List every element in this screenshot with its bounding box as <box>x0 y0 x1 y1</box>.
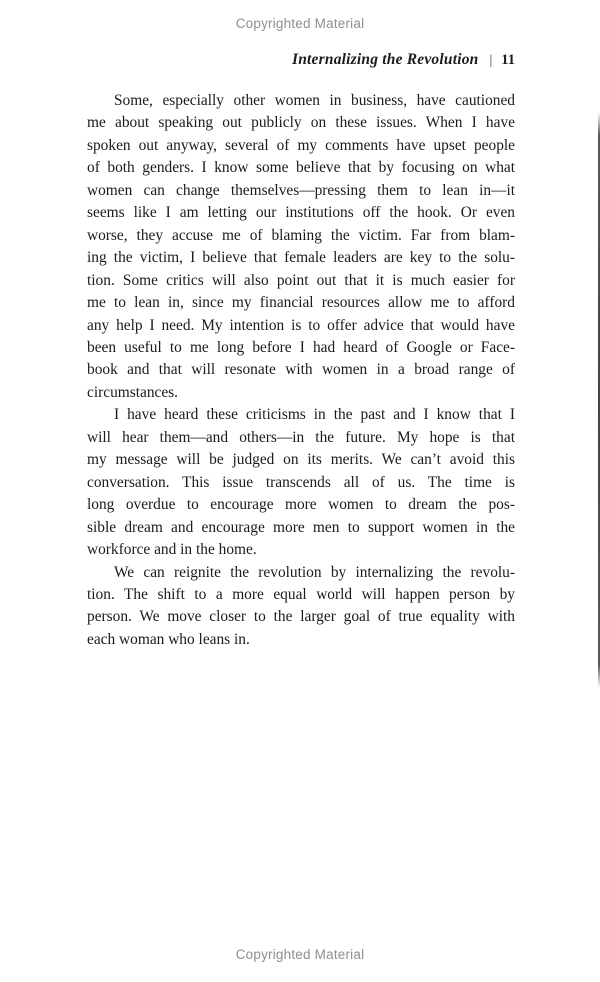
page-number: 11 <box>501 52 515 68</box>
text-line: person. We move closer to the larger goal of true equality with <box>87 608 515 626</box>
text-line: tion. Some critics will also point out that it is much easier for <box>87 271 515 289</box>
text-line: long overdue to encourage more women to dream the pos- <box>87 496 515 514</box>
text-line: workforce and in the home. <box>87 541 257 559</box>
paragraph <box>87 90 515 404</box>
text-line: me to lean in, since my financial resources allow me to afford <box>87 294 515 312</box>
running-header <box>87 51 515 69</box>
copyright-notice-top: Copyrighted Material <box>235 16 365 31</box>
text-line: each woman who leans in. <box>87 630 250 648</box>
text-line: circumstances. <box>87 383 179 401</box>
text-line: spoken out anyway, several of my comments have upset people <box>87 136 515 154</box>
text-line: will hear them—and others—in the future. My hope is that <box>87 428 515 446</box>
text-line: ing the victim, I believe that female leaders are key to the solu- <box>87 249 515 267</box>
text-line: We can reignite the revolution by internalizing the revolu- <box>114 563 515 581</box>
chapter-title: Internalizing the Revolution <box>292 51 479 68</box>
text-line: of both genders. I know some believe that by focusing on what <box>87 159 515 177</box>
paragraph <box>87 404 515 561</box>
copyright-notice-bottom: Copyrighted Material <box>235 947 365 962</box>
text-line: sible dream and encourage more men to support women in the <box>87 518 515 536</box>
text-line: book and that will resonate with women in a broad range of <box>87 361 515 379</box>
text-line: any help I need. My intention is to offer advice that would have <box>87 316 515 334</box>
header-separator: | <box>489 53 493 68</box>
text-line: me about speaking out publicly on these issues. When I have <box>87 114 515 132</box>
text-line: worse, they accuse me of blaming the victim. Far from blam- <box>87 226 515 244</box>
paragraph <box>87 562 515 652</box>
page-body <box>87 90 515 651</box>
text-line: I have heard these criticisms in the past and I know that I <box>114 406 515 424</box>
text-line: my message will be judged on its merits. We can’t avoid this <box>87 451 515 469</box>
text-line: seems like I am letting our institutions off the hook. Or even <box>87 204 515 222</box>
text-line: Some, especially other women in business, have cautioned <box>114 92 515 109</box>
text-line: tion. The shift to a more equal world will happen person by <box>87 585 515 603</box>
text-line: been useful to me long before I had heard of Google or Face- <box>87 338 515 356</box>
text-line: conversation. This issue transcends all of us. The time is <box>87 473 515 491</box>
text-line: women can change themselves—pressing them to lean in—it <box>87 181 515 199</box>
